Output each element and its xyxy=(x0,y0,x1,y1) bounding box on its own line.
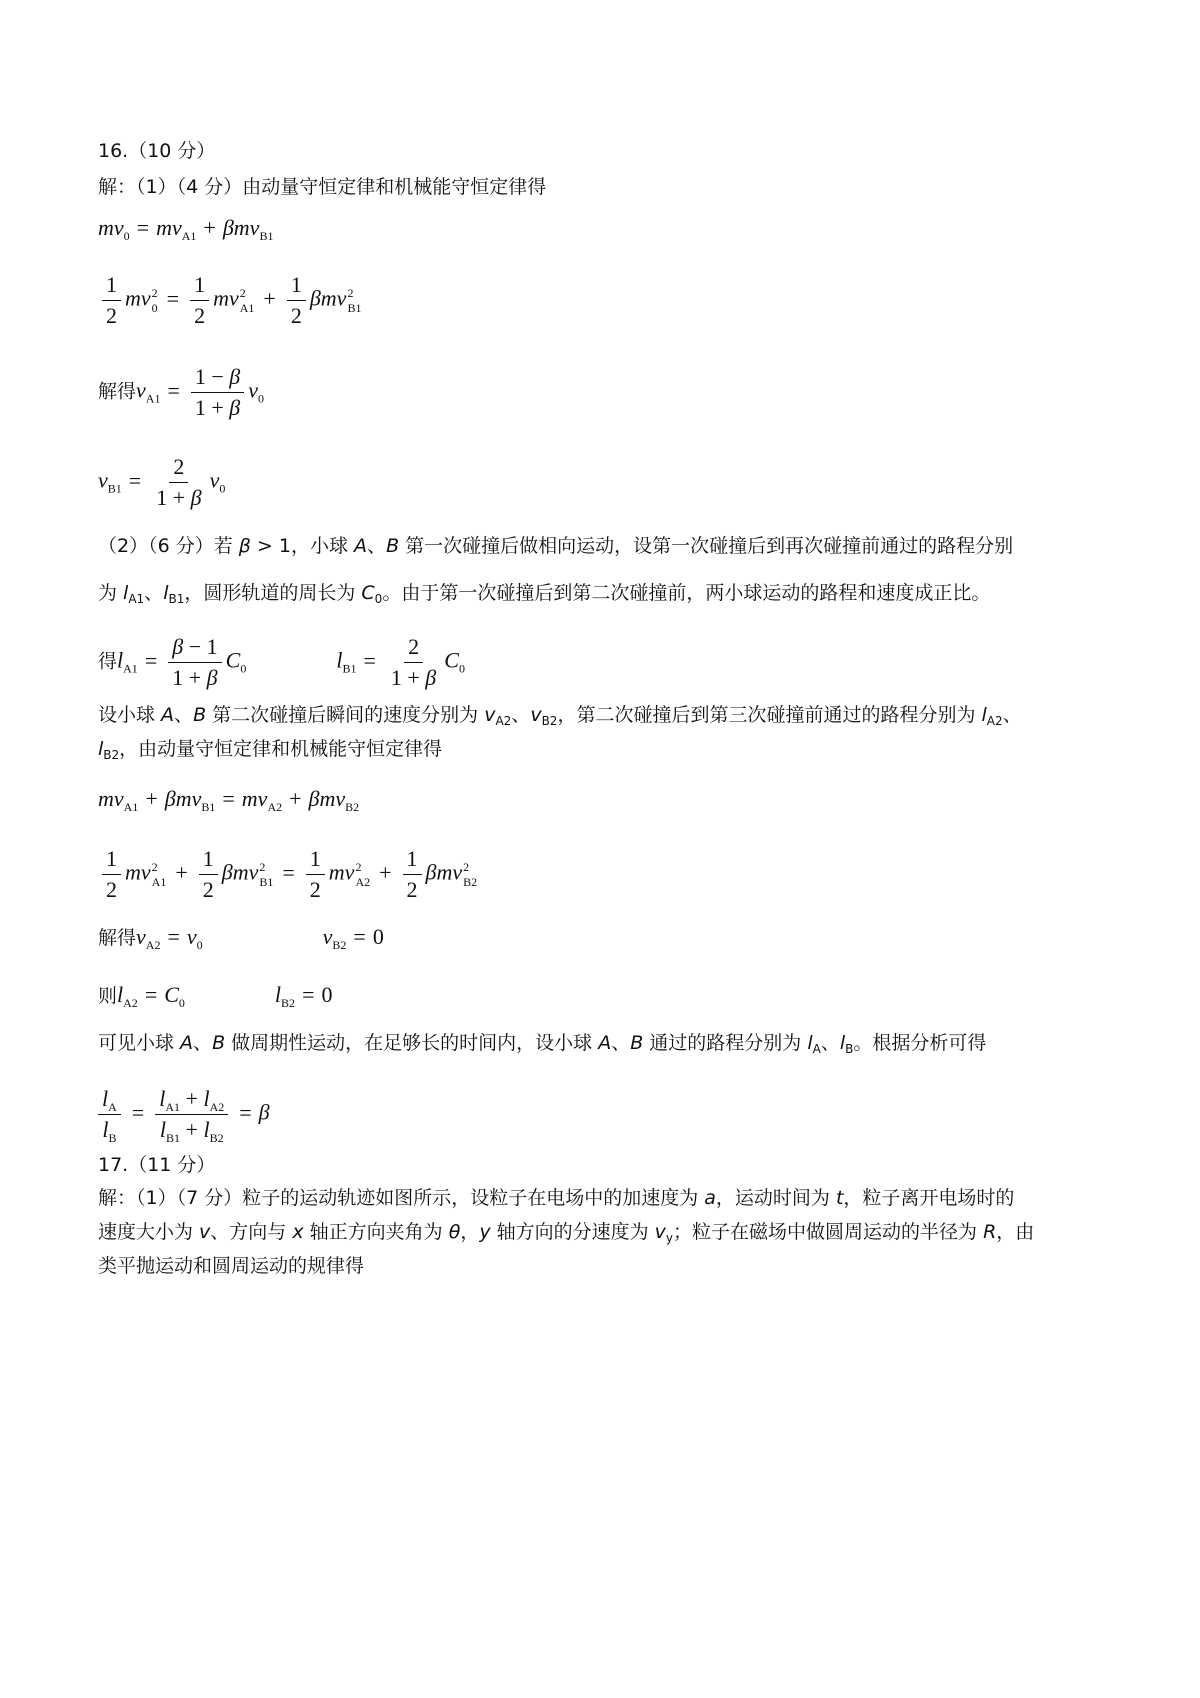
q16-set-line2: $l_{B2}$，由动量守恒定律和机械能守恒定律得 xyxy=(98,738,443,762)
q16-eq7: $\frac{1}{2}$ mv 2 A1 + $\frac{1}{2}$ βmv 2 B1 = $\frac{1}{2}$ mv 2 A2 + $\frac{1}{2}$ βmv 2 B2 xyxy=(98,846,479,903)
q16-eq6: $mv_{A1} + \beta mv_{B1} = mv_{A2} + \beta mv_{B2}$ xyxy=(98,786,360,814)
q16-eq4: $v_{B1}$ = $\frac{2}{1 + \beta}$ $v_0$ xyxy=(98,454,226,510)
q17-line1: 解：（1）（7 分）粒子的运动轨迹如图所示，设粒子在电场中的加速度为 a，运动时间为 t，粒子离开电场时的 xyxy=(98,1187,1015,1209)
q16-eq9: 则$l_{A2} = C_0$ $l_{B2} = 0$ xyxy=(98,982,333,1010)
solve-prefix: 解得 xyxy=(98,380,137,403)
q16-part2-line2: 为 $l_{A1}$、$l_{B1}$，圆形轨道的周长为 $C_0$。由于第一次碰撞后到第二次碰撞前，两小球运动的路程和速度成正比。 xyxy=(98,582,991,606)
q17-header: 17.（11 分） xyxy=(98,1154,216,1176)
q16-period-line: 可见小球 A、B 做周期性运动，在足够长的时间内，设小球 A、B 通过的路程分别为 $l_A$、$l_B$。根据分析可得 xyxy=(98,1032,987,1056)
q16-part2-line1: （2）（6 分）若 β > 1，小球 A、B 第一次碰撞后做相向运动，设第一次碰撞后到再次碰撞前通过的路程分别 xyxy=(98,535,1014,557)
get-prefix: 得 xyxy=(98,650,118,673)
q16-eq3: 解得$v_{A1}$ = $\frac{1 - \beta}{1 + \beta}$ $v_0$ xyxy=(98,364,265,420)
then-prefix: 则 xyxy=(98,985,118,1007)
q16-set-line1: 设小球 A、B 第二次碰撞后瞬间的速度分别为 $v_{A2}$、$v_{B2}$，第二次碰撞后到第三次碰撞前通过的路程分别为 $l_{A2}$、 xyxy=(98,704,1022,728)
solve-prefix-2: 解得 xyxy=(98,927,137,949)
q16-eq2: $\frac{1}{2}$ mv 2 0 = $\frac{1}{2}$ mv 2 A1 + $\frac{1}{2}$ βmv 2 B1 xyxy=(98,272,363,329)
q17-line3: 类平抛运动和圆周运动的规律得 xyxy=(98,1255,365,1277)
q16-eq1: $mv_0 = mv_{A1} + \beta mv_{B1}$ xyxy=(98,215,274,243)
q16-header: 16.（10 分） xyxy=(98,140,216,162)
q16-eq5: 得$l_{A1}$ = $\frac{\beta - 1}{1 + \beta}$ $C_0$ $l_{B1}$ = $\frac{2}{1 + \beta}$ $C_0$ xyxy=(98,634,465,690)
q16-eq8: 解得$v_{A2} = v_0$ $v_{B2} = 0$ xyxy=(98,924,384,952)
q16-eq10: $\frac{l_A}{l_B}$ = $\frac{l_{A1} + l_{A2}}{l_{B1} + l_{B2}}$ = β xyxy=(98,1086,270,1143)
q16-part1-intro: 解：（1）（4 分）由动量守恒定律和机械能守恒定律得 xyxy=(98,176,547,198)
q17-line2: 速度大小为 v、方向与 x 轴正方向夹角为 θ，y 轴方向的分速度为 $v_y$；粒子在磁场中做圆周运动的半径为 R，由 xyxy=(98,1221,1035,1245)
